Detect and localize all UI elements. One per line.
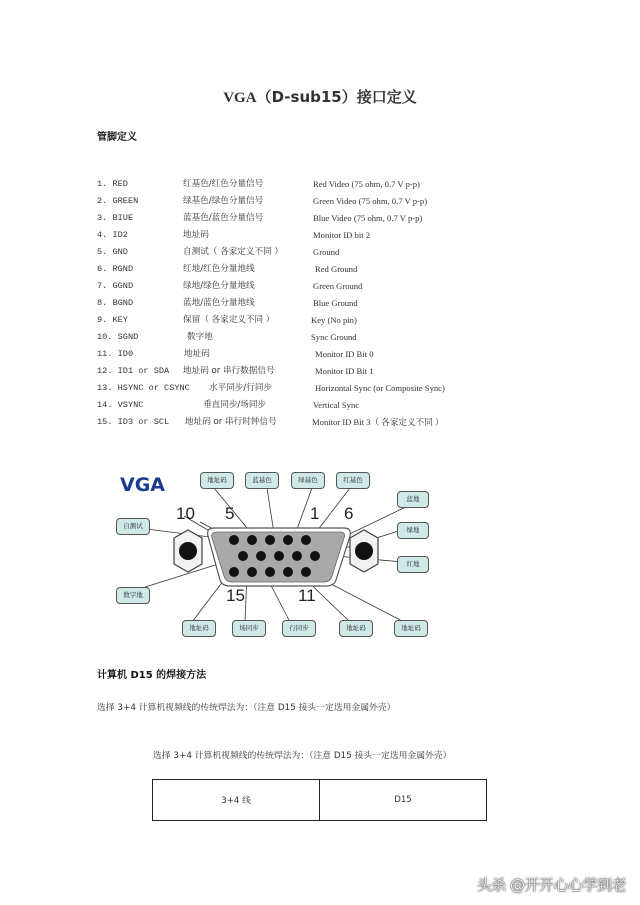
pin-desc-cn: 地址码 or 串行数据信号: [183, 366, 275, 376]
vga-label: VGA: [120, 474, 166, 496]
pin-desc-en: Vertical Sync: [313, 400, 360, 410]
pin-desc-cn: 水平同步/行同步: [209, 383, 273, 393]
pin-name: 13. HSYNC or CSYNC: [97, 383, 190, 393]
pin-desc-cn: 地址码: [184, 349, 210, 359]
pin-name: 7. GGND: [97, 281, 134, 291]
callout-green-ground: 绿地: [397, 522, 429, 539]
pin-name: 12. ID1 or SDA: [97, 366, 170, 376]
pin-row: [97, 414, 517, 431]
callout-vsync: 场同步: [232, 620, 266, 637]
callout-red-base: 红基色: [336, 472, 370, 489]
pin-row: [97, 210, 517, 227]
pin-desc-cn: 红地/红色分量地线: [183, 264, 255, 274]
pin-name: 5. GND: [97, 247, 128, 257]
pin-name: 1. RED: [97, 179, 128, 189]
pin-desc-cn: 保留（ 各家定义不同 ）: [183, 315, 275, 325]
pin-row: [97, 295, 517, 312]
pin-row: [97, 244, 517, 261]
callout-blue-ground: 蓝地: [397, 491, 429, 508]
table-header-d15: D15: [320, 780, 487, 821]
pin-row: [97, 380, 517, 397]
pin-desc-en: Red Ground: [315, 264, 358, 274]
pin-desc-cn: 自测试（ 各家定义不同 ）: [183, 247, 283, 257]
pin-number-6: 6: [344, 504, 354, 523]
pin-desc-cn: 红基色/红色分量信号: [183, 179, 264, 189]
pin-desc-cn: 地址码: [183, 230, 209, 240]
pin-name: 9. KEY: [97, 315, 128, 325]
pin-name: 4. ID2: [97, 230, 128, 240]
pin-row: [97, 329, 517, 346]
title-suffix: ）接口定义: [341, 90, 417, 106]
pin-number-10: 10: [176, 504, 195, 523]
callout-self-test: 自测试: [116, 518, 150, 535]
pin-desc-cn: 蓝基色/蓝色分量信号: [183, 213, 264, 223]
vga-pinout-diagram: [112, 460, 432, 640]
callout-address-code: 地址码: [182, 620, 216, 637]
pin-desc-en: Blue Ground: [313, 298, 358, 308]
pin-name: 3. BIUE: [97, 213, 134, 223]
pin-desc-cn: 垂直同步/场同步: [203, 400, 267, 410]
pin-name: 8. BGND: [97, 298, 134, 308]
pin-number-11: 11: [298, 586, 316, 605]
pin-name: 2. GREEN: [97, 196, 139, 206]
table-header-cable: 3+4 线: [153, 780, 320, 821]
solder-paragraph: 选择 3+4 计算机视频线的传统焊法为：（注意 D15 接头一定选用金属外壳）: [97, 703, 396, 713]
pin-desc-en: Horizontal Sync (or Composite Sync): [315, 383, 445, 393]
pin-number-5: 5: [225, 504, 235, 523]
page-title: [0, 86, 640, 107]
pin-row: [97, 312, 517, 329]
pin-row: [97, 227, 517, 244]
pin-desc-en: Monitor ID Bit 1: [315, 366, 374, 376]
pin-row: [97, 176, 517, 193]
watermark: 头杀 @开开心心学到老: [476, 876, 626, 894]
callout-digital-ground: 数字地: [116, 587, 150, 604]
pin-number-15: 15: [226, 586, 245, 605]
callout-address-code: 地址码: [394, 620, 428, 637]
callout-hsync: 行同步: [282, 620, 316, 637]
pin-desc-cn: 绿基色/绿色分量信号: [183, 196, 264, 206]
wire-table: [152, 779, 487, 821]
pin-desc-en: Ground: [313, 247, 340, 257]
pin-desc-en: Sync Ground: [311, 332, 357, 342]
pin-number-1: 1: [310, 504, 320, 523]
callout-address-code: 地址码: [200, 472, 234, 489]
pin-row: [97, 346, 517, 363]
pin-list: [97, 176, 517, 431]
pin-name: 10. SGND: [97, 332, 139, 342]
pin-desc-en: Monitor ID Bit 0: [315, 349, 374, 359]
pin-name: 11. ID0: [97, 349, 134, 359]
pin-desc-en: Monitor ID bit 2: [313, 230, 371, 240]
callout-blue-base: 蓝基色: [245, 472, 279, 489]
pin-desc-en: Blue Video (75 ohm, 0.7 V p-p): [313, 213, 423, 223]
pin-desc-cn: 绿地/绿色分量地线: [183, 281, 255, 291]
pin-desc-en: Green Video (75 ohm, 0.7 V p-p): [313, 196, 428, 206]
pin-desc-en: Key (No pin): [311, 315, 357, 325]
pin-name: 15. ID3 or SCL: [97, 417, 170, 427]
pin-row: [97, 278, 517, 295]
title-prefix: VGA（: [223, 90, 272, 106]
pin-row: [97, 261, 517, 278]
pin-desc-cn: 地址码 or 串行时钟信号: [185, 417, 277, 427]
pin-row: [97, 397, 517, 414]
solder-paragraph-repeat: 选择 3+4 计算机视频线的传统焊法为：（注意 D15 接头一定选用金属外壳）: [153, 751, 452, 761]
pin-name: 14. VSYNC: [97, 400, 144, 410]
pin-row: [97, 193, 517, 210]
pin-desc-cn: 蓝地/蓝色分量地线: [183, 298, 255, 308]
callout-green-base: 绿基色: [291, 472, 325, 489]
solder-section-heading: 计算机 D15 的焊接方法: [97, 670, 207, 681]
pin-desc-en: Monitor ID Bit 3（ 各家定义不同 ）: [312, 417, 444, 427]
table-row: [153, 780, 487, 821]
pin-row: [97, 363, 517, 380]
pin-name: 6. RGND: [97, 264, 134, 274]
pin-section-heading: 管脚定义: [97, 132, 137, 143]
title-bold: D-sub15: [271, 88, 342, 106]
pin-desc-en: Green Ground: [313, 281, 363, 291]
pin-desc-en: Red Video (75 ohm, 0.7 V p-p): [313, 179, 420, 189]
callout-address-code: 地址码: [339, 620, 373, 637]
callout-red-ground: 红地: [397, 556, 429, 573]
pin-desc-cn: 数字地: [187, 332, 213, 342]
